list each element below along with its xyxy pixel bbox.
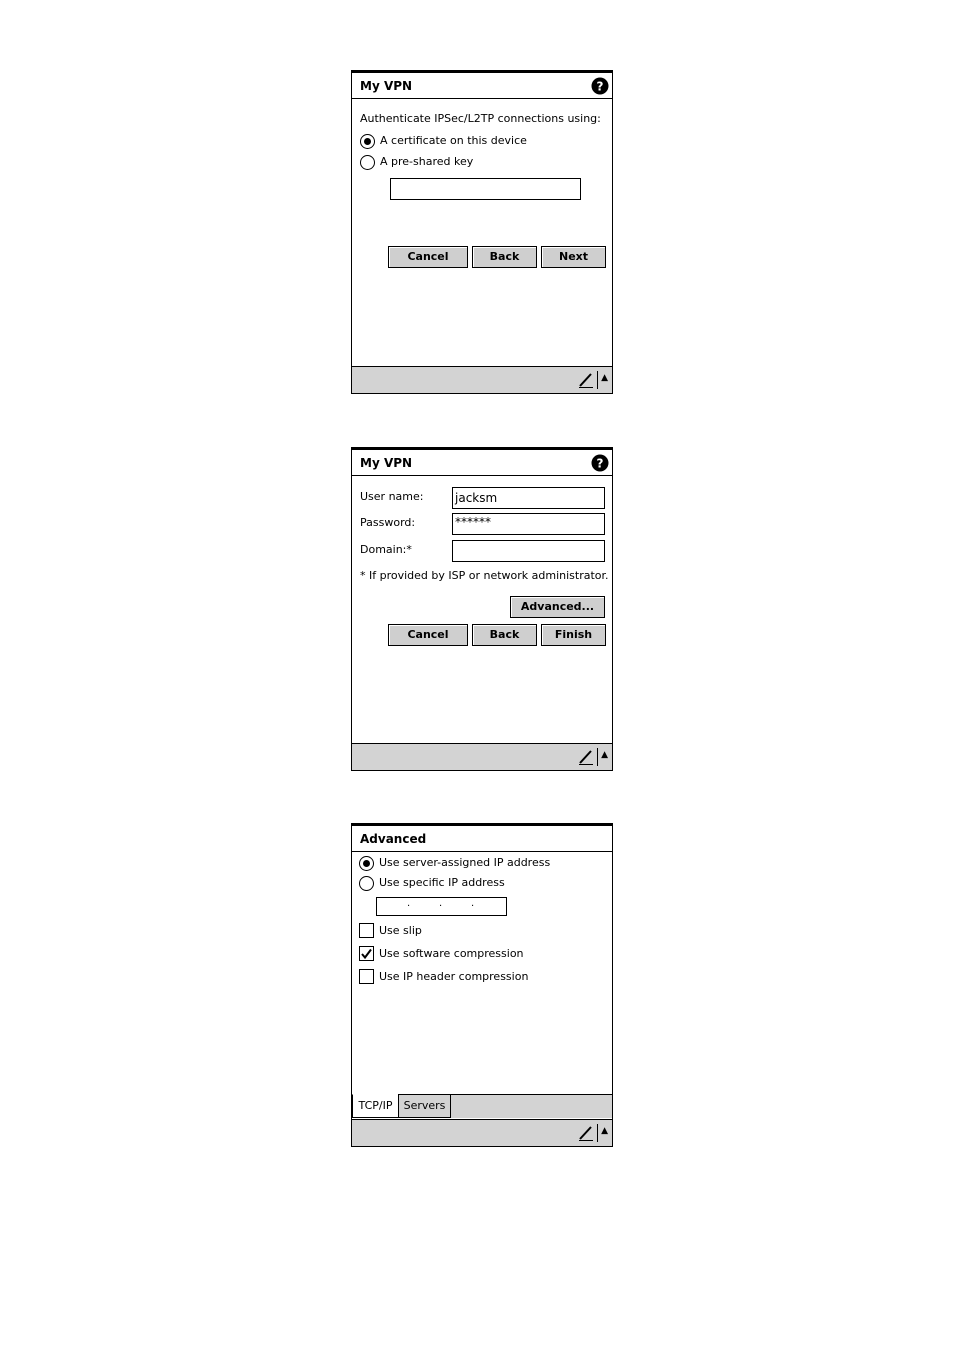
caret-up-icon[interactable]: ▲ xyxy=(601,1126,608,1136)
ip-separator: . xyxy=(407,898,411,909)
ip-address-input[interactable] xyxy=(376,897,507,916)
tab-strip xyxy=(352,1094,612,1118)
advanced-button[interactable]: Advanced... xyxy=(510,596,605,618)
vpn-credentials-screen xyxy=(351,447,613,771)
server-assigned-ip-label: Use server-assigned IP address xyxy=(379,856,551,869)
password-label: Password: xyxy=(360,516,416,529)
vpn-auth-screen xyxy=(351,70,613,394)
cancel-button[interactable]: Cancel xyxy=(388,624,468,646)
cancel-button[interactable]: Cancel xyxy=(388,246,468,268)
username-input[interactable]: jacksm xyxy=(452,487,605,509)
preshared-key-radio[interactable] xyxy=(360,155,375,170)
tab-tcpip[interactable]: TCP/IP xyxy=(352,1094,399,1118)
password-input[interactable]: ****** xyxy=(452,513,605,535)
svg-text:?: ? xyxy=(596,79,604,94)
page-title: My VPN xyxy=(360,79,413,93)
page-title: Advanced xyxy=(360,832,427,846)
ip-header-compression-checkbox[interactable] xyxy=(359,969,374,984)
use-slip-label: Use slip xyxy=(379,924,422,937)
ip-header-compression-label: Use IP header compression xyxy=(379,970,529,983)
pen-icon[interactable] xyxy=(578,371,594,389)
bar-separator xyxy=(597,1124,598,1142)
use-slip-checkbox[interactable] xyxy=(359,923,374,938)
domain-footnote: * If provided by ISP or network administrator. xyxy=(360,569,609,582)
back-button[interactable]: Back xyxy=(472,624,537,646)
caret-up-icon[interactable]: ▲ xyxy=(601,373,608,383)
bar-separator xyxy=(597,748,598,766)
ip-separator: . xyxy=(439,898,443,909)
bottom-bar xyxy=(352,366,612,393)
software-compression-checkbox[interactable] xyxy=(359,946,374,961)
checkmark-icon xyxy=(360,947,373,960)
software-compression-label: Use software compression xyxy=(379,947,524,960)
title-bar xyxy=(352,826,612,852)
tab-servers[interactable]: Servers xyxy=(398,1094,451,1118)
ip-separator: . xyxy=(471,898,475,909)
title-bar xyxy=(352,450,612,476)
help-icon[interactable] xyxy=(591,77,609,95)
pen-icon[interactable] xyxy=(578,748,594,766)
pen-icon[interactable] xyxy=(578,1124,594,1142)
next-button[interactable]: Next xyxy=(541,246,606,268)
preshared-key-input[interactable] xyxy=(390,178,581,200)
page-title: My VPN xyxy=(360,456,413,470)
caret-up-icon[interactable]: ▲ xyxy=(601,750,608,760)
back-button[interactable]: Back xyxy=(472,246,537,268)
help-icon[interactable] xyxy=(591,454,609,472)
domain-input[interactable] xyxy=(452,540,605,562)
vpn-advanced-screen xyxy=(351,823,613,1147)
specific-ip-radio[interactable] xyxy=(359,876,374,891)
svg-text:?: ? xyxy=(596,456,604,471)
bar-separator xyxy=(597,371,598,389)
title-bar xyxy=(352,73,612,99)
preshared-key-label: A pre-shared key xyxy=(380,155,474,168)
bottom-bar xyxy=(352,743,612,770)
finish-button[interactable]: Finish xyxy=(541,624,606,646)
domain-label: Domain:* xyxy=(360,543,412,556)
specific-ip-label: Use specific IP address xyxy=(379,876,505,889)
certificate-label: A certificate on this device xyxy=(380,134,527,147)
auth-prompt: Authenticate IPSec/L2TP connections using: xyxy=(360,112,601,125)
certificate-radio[interactable] xyxy=(360,134,375,149)
server-assigned-ip-radio[interactable] xyxy=(359,856,374,871)
bottom-bar xyxy=(352,1119,612,1146)
username-label: User name: xyxy=(360,490,424,503)
